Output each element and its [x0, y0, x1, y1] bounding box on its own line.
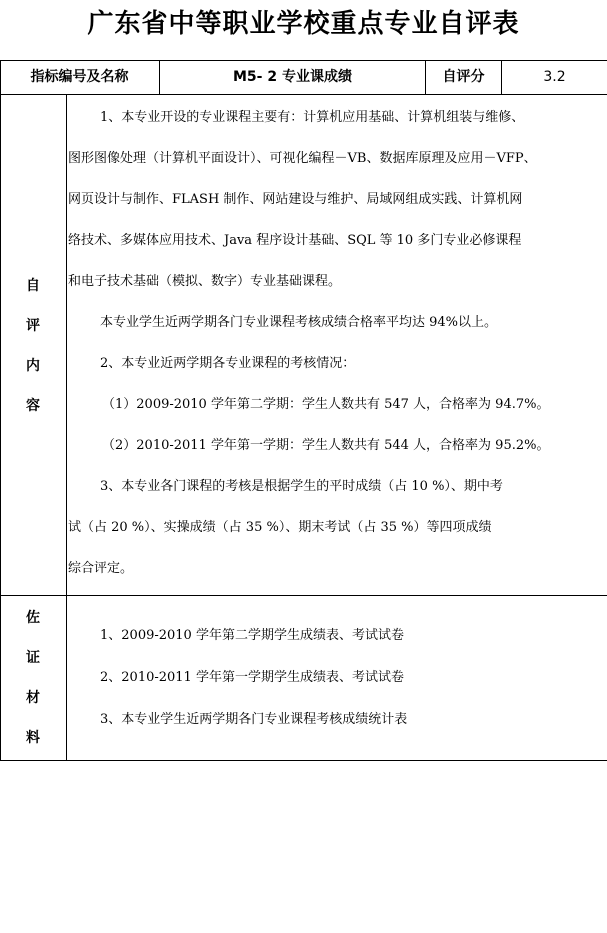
supporting-materials-label: 佐 证 材 料: [26, 610, 40, 746]
content-line: 3、本专业各门课程的考核是根据学生的平时成绩（占 10 %）、期中考: [100, 479, 503, 494]
index-label-cell: 指标编号及名称: [30, 69, 129, 85]
table-bottom-border: [0, 760, 607, 761]
content-line: 图形图像处理（计算机平面设计）、可视化编程－VB、数据库原理及应用－VFP、: [68, 151, 537, 166]
content-line: 网页设计与制作、FLASH 制作、网站建设与维护、局域网组成实践、计算机网: [68, 192, 523, 207]
score-label-cell: 自评分: [442, 69, 485, 85]
list-item: 2、2010-2011 学年第一学期学生成绩表、考试试卷: [100, 670, 404, 685]
index-value-cell: M5- 2 专业课成绩: [233, 69, 352, 85]
self-evaluation-table: [0, 60, 607, 761]
score-value-cell: 3.2: [543, 69, 566, 85]
content-line: （2）2010-2011 学年第一学期：学生人数共有 544 人，合格率为 95.2%。: [102, 438, 550, 453]
list-item: 1、2009-2010 学年第二学期学生成绩表、考试试卷: [100, 628, 404, 643]
page-title: 广东省中等职业学校重点专业自评表: [87, 9, 520, 39]
content-line: （1）2009-2010 学年第二学期：学生人数共有 547 人，合格率为 94.7%。: [102, 397, 550, 412]
label-column-divider: [66, 94, 67, 761]
content-line: 试（占 20 %）、实操成绩（占 35 %）、期末考试（占 35 %）等四项成绩: [68, 520, 492, 535]
header-bottom-border: [0, 94, 607, 95]
self-evaluation-content-label: 自 评 内 容: [26, 278, 40, 414]
content-line: 2、本专业近两学期各专业课程的考核情况：: [100, 356, 356, 371]
list-item: 3、本专业学生近两学期各门专业课程考核成绩统计表: [100, 712, 408, 727]
content-line: 本专业学生近两学期各门专业课程考核成绩合格率平均达 94%以上。: [100, 315, 498, 330]
section-divider: [0, 595, 607, 596]
content-line: 1、本专业开设的专业课程主要有：计算机应用基础、计算机组装与维修、: [100, 110, 525, 125]
supporting-materials-list: [68, 615, 607, 741]
content-line: 络技术、多媒体应用技术、Java 程序设计基础、SQL 等 10 多门专业必修课程: [68, 233, 522, 248]
self-evaluation-content: [68, 97, 607, 589]
content-line: 综合评定。: [68, 561, 134, 576]
content-line: 和电子技术基础（模拟、数字）专业基础课程。: [68, 274, 342, 289]
